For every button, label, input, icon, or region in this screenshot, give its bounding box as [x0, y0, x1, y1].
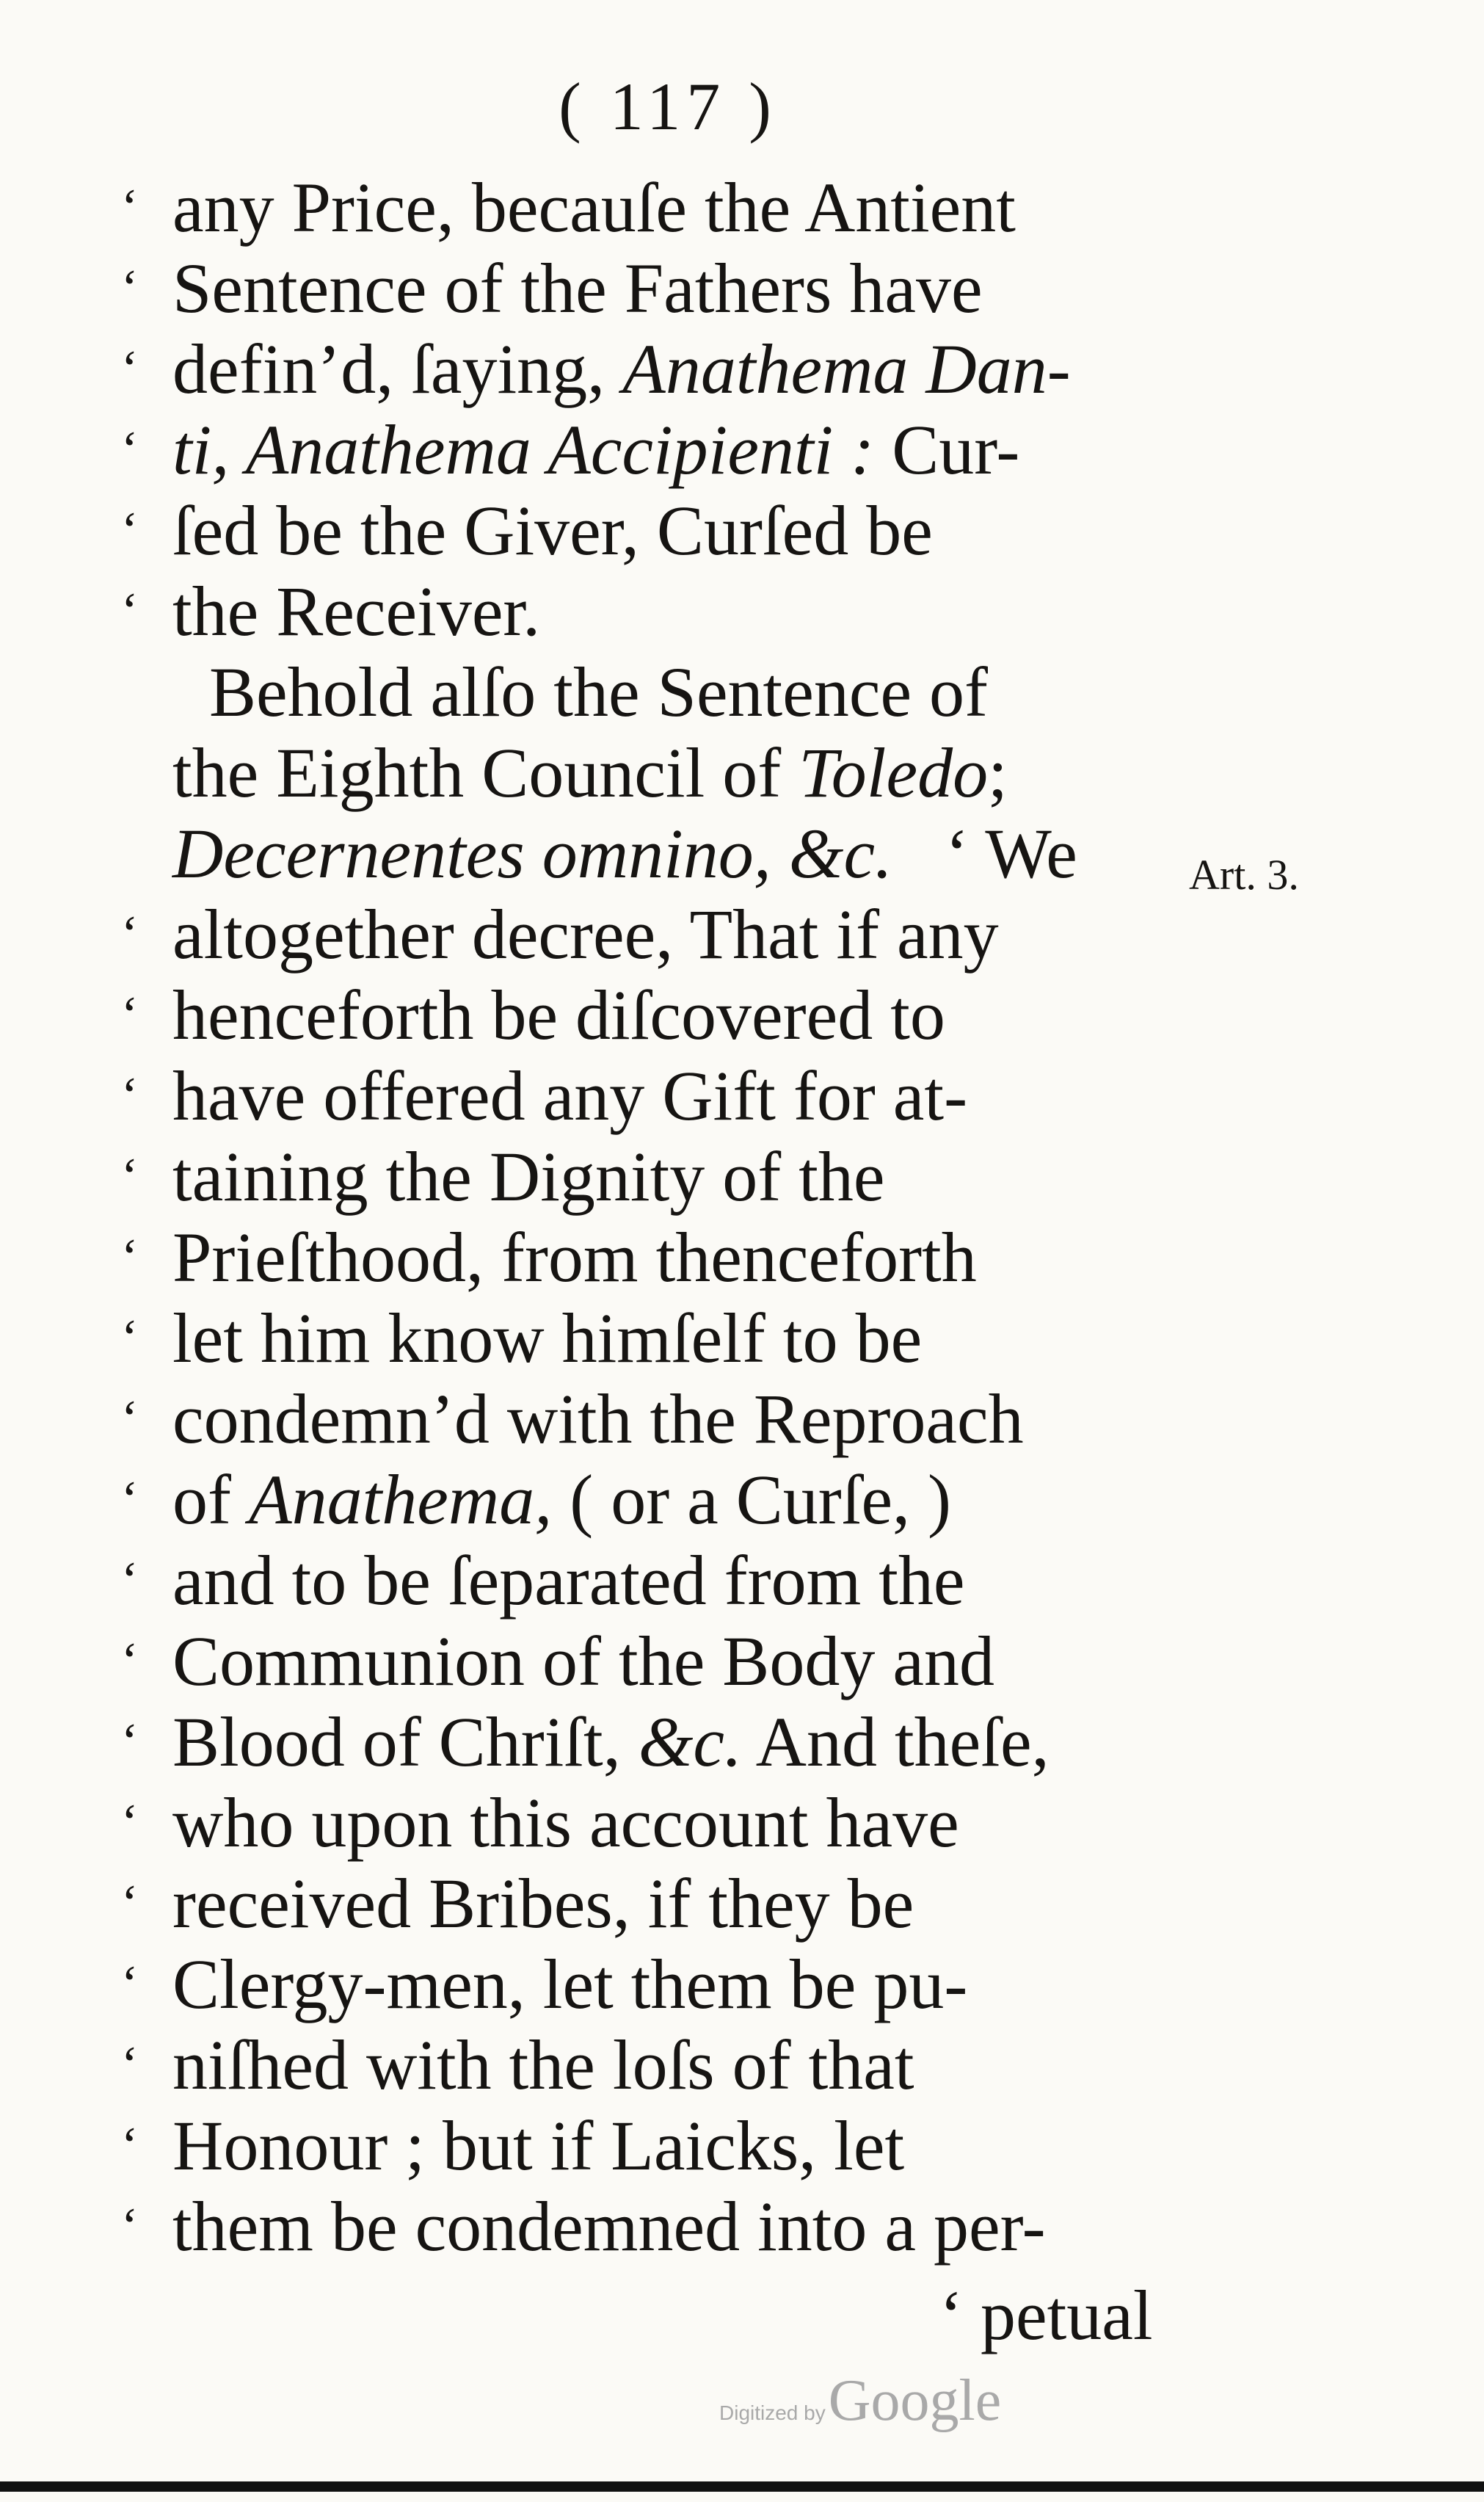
- line-text: henceforth be diſcovered to: [172, 976, 945, 1054]
- quote-mark: ‘: [121, 1552, 139, 1609]
- line-text: ſed be the Giver, Curſed be: [172, 491, 933, 570]
- quote-mark: ‘: [121, 1875, 139, 1932]
- quote-mark: ‘: [121, 583, 139, 639]
- text-line: [121, 1217, 1178, 1298]
- watermark-prefix: Digitized by: [719, 2401, 826, 2424]
- text-line: [121, 1460, 1178, 1540]
- line-text: and to be ſeparated from the: [172, 1541, 965, 1620]
- text-line: [121, 2025, 1178, 2106]
- text-line: [121, 248, 1178, 329]
- watermark: [719, 2368, 1001, 2434]
- quote-mark: ‘: [121, 1471, 139, 1528]
- line-text: Behold alſo the Sentence of: [209, 653, 989, 731]
- text-line: [121, 1298, 1178, 1379]
- quote-mark: ‘: [121, 1633, 139, 1689]
- text-line: [121, 410, 1178, 490]
- text-line: [121, 1944, 1178, 2025]
- line-text: of: [172, 1460, 249, 1539]
- line-text: who upon this account have: [172, 1783, 959, 1862]
- catchword: ‘ petual: [939, 2276, 1153, 2354]
- italic-text: &c.: [638, 1703, 742, 1781]
- quote-mark: ‘: [121, 1229, 139, 1286]
- quote-mark: ‘: [121, 341, 139, 397]
- text-line: [121, 894, 1178, 975]
- page-number: ( 117 ): [559, 69, 777, 144]
- margin-note: Art. 3.: [1189, 851, 1299, 899]
- italic-text: Anathema,: [248, 1460, 553, 1539]
- line-text: And theſe,: [741, 1703, 1050, 1781]
- text-line: [121, 975, 1178, 1056]
- line-text: the Receiver.: [172, 572, 541, 650]
- line-text: received Bribes, if they be: [172, 1864, 914, 1943]
- line-text: defin’d, ſaying,: [172, 330, 623, 408]
- quote-mark: ‘: [121, 502, 139, 559]
- text-line: [121, 1379, 1178, 1460]
- text-line: [121, 329, 1178, 410]
- quote-mark: ‘: [121, 1794, 139, 1851]
- quote-mark: ‘: [121, 1067, 139, 1124]
- line-text: Prieſthood, from thenceforth: [172, 1218, 977, 1297]
- quote-mark: ‘: [121, 987, 139, 1043]
- text-line: [121, 652, 1178, 733]
- text-line: [121, 1056, 1178, 1136]
- text-line: [121, 2186, 1178, 2267]
- quote-mark: ‘: [121, 2117, 139, 2174]
- line-text: niſhed with the loſs of that: [172, 2026, 914, 2104]
- line-text: Clergy-men, let them be pu-: [172, 1945, 968, 2023]
- line-text: altogether decree, That if any: [172, 895, 999, 973]
- quote-mark: ‘: [121, 1714, 139, 1770]
- quote-mark: ‘: [121, 1390, 139, 1447]
- quote-mark: ‘: [121, 179, 139, 236]
- line-text: have offered any Gift for at-: [172, 1056, 968, 1135]
- text-line: [121, 1540, 1178, 1621]
- text-line: [121, 1863, 1178, 1944]
- italic-text: Anathema Dan-: [622, 330, 1071, 408]
- quote-mark: ‘: [121, 1148, 139, 1205]
- italic-text: Toledo: [799, 733, 989, 812]
- line-text: taining the Dignity of the: [172, 1137, 885, 1216]
- text-line: [121, 2106, 1178, 2186]
- line-text: Communion of the Body and: [172, 1622, 994, 1700]
- line-text: ;: [988, 733, 1008, 812]
- text-line: [121, 813, 1178, 894]
- quote-mark: ‘: [121, 1310, 139, 1366]
- text-line: [121, 1783, 1178, 1863]
- line-text: condemn’d with the Reproach: [172, 1379, 1024, 1458]
- line-text: let him know himſelf to be: [172, 1299, 923, 1377]
- line-text: Blood of Chriſt,: [172, 1703, 639, 1781]
- line-text: Sentence of the Fathers have: [172, 249, 983, 327]
- line-text: them be condemned into a per-: [172, 2187, 1046, 2266]
- quote-mark: ‘: [121, 421, 139, 478]
- text-line: [121, 1702, 1178, 1783]
- bottom-border: [0, 2481, 1484, 2492]
- text-line: [121, 1136, 1178, 1217]
- text-line: [121, 490, 1178, 571]
- quote-mark: ‘: [121, 906, 139, 962]
- text-line: [121, 1621, 1178, 1702]
- line-text: ( or a Curſe, ): [552, 1460, 952, 1539]
- line-text: any Price, becauſe the Antient: [172, 168, 1016, 247]
- quote-mark: ‘: [121, 260, 139, 316]
- text-line: [121, 571, 1178, 652]
- line-text: Cur-: [874, 410, 1020, 489]
- line-text: ‘ We: [892, 814, 1077, 893]
- quote-mark: ‘: [121, 2198, 139, 2255]
- text-line: [121, 733, 1178, 813]
- quote-mark: ‘: [121, 2037, 139, 2093]
- italic-text: Decernentes omnino, &c.: [172, 814, 893, 893]
- line-text: the Eighth Council of: [172, 733, 799, 812]
- text-line: [121, 167, 1178, 248]
- quote-mark: ‘: [121, 1956, 139, 2012]
- line-text: Honour ; but if Laicks, let: [172, 2106, 905, 2185]
- italic-text: ti, Anathema Accipienti :: [172, 410, 875, 489]
- watermark-brand: Google: [828, 2368, 1002, 2433]
